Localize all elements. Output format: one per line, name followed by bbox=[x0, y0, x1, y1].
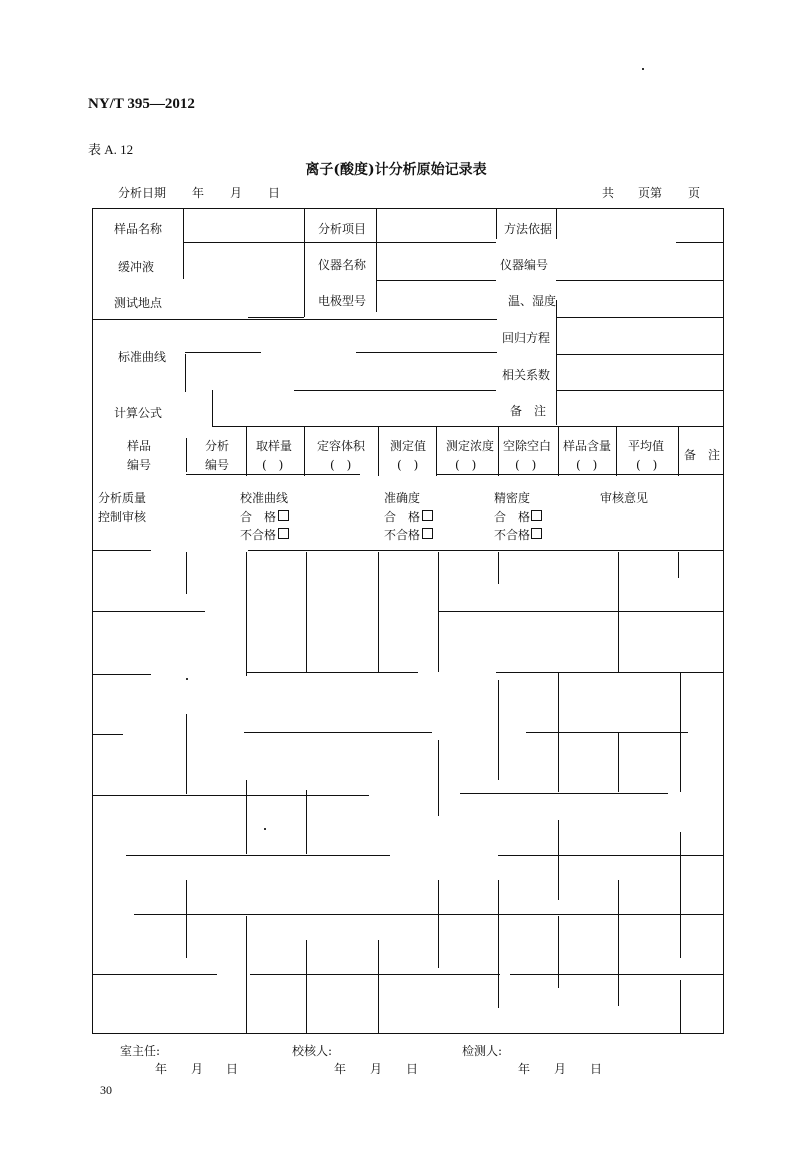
col-concentration-1: 测定浓度 bbox=[446, 439, 495, 453]
sig2-month: 月 bbox=[370, 1062, 383, 1076]
sig-tester: 检测人: bbox=[462, 1044, 503, 1058]
checkbox-accuracy-pass[interactable] bbox=[422, 510, 433, 521]
sig1-month: 月 bbox=[191, 1062, 204, 1076]
qc-label-2: 控制审核 bbox=[98, 510, 147, 524]
checkbox-precision-pass[interactable] bbox=[531, 510, 542, 521]
col-sample-amount-1: 取样量 bbox=[256, 439, 293, 453]
table-label: 表 A. 12 bbox=[88, 142, 134, 157]
label-sample-name: 样品名称 bbox=[114, 222, 163, 236]
col-measured-1: 测定值 bbox=[390, 439, 427, 453]
qc-accuracy-pass: 合 格 bbox=[384, 510, 421, 524]
checkbox-curve-pass[interactable] bbox=[278, 510, 289, 521]
label-test-location: 测试地点 bbox=[114, 296, 163, 310]
col-sample-no-1: 样品 bbox=[127, 439, 152, 453]
label-regression: 回归方程 bbox=[502, 331, 551, 345]
sig1-day: 日 bbox=[226, 1062, 239, 1076]
col-sample-no-2: 编号 bbox=[127, 458, 152, 472]
qc-review: 审核意见 bbox=[600, 491, 649, 505]
date-year: 年 bbox=[192, 186, 205, 200]
date-day: 日 bbox=[268, 186, 281, 200]
qc-accuracy-fail: 不合格 bbox=[384, 528, 421, 542]
col-blank-2: ( ) bbox=[515, 458, 537, 472]
col-volume-2: ( ) bbox=[330, 458, 352, 472]
sig-director: 室主任: bbox=[120, 1044, 161, 1058]
date-label: 分析日期 bbox=[118, 186, 167, 200]
pages-total: 共 bbox=[602, 186, 615, 200]
label-temp-humidity: 温、湿度 bbox=[508, 294, 557, 308]
col-analysis-no-2: 编号 bbox=[205, 458, 230, 472]
label-buffer: 缓冲液 bbox=[118, 260, 155, 274]
col-average-1: 平均值 bbox=[628, 439, 665, 453]
checkbox-accuracy-fail[interactable] bbox=[422, 528, 433, 539]
col-analysis-no-1: 分析 bbox=[205, 439, 230, 453]
pages-of: 页第 bbox=[638, 186, 663, 200]
label-analysis-item: 分析项目 bbox=[318, 222, 367, 236]
page-number: 30 bbox=[100, 1083, 112, 1097]
label-remarks-top: 备 注 bbox=[510, 404, 547, 418]
label-correlation: 相关系数 bbox=[502, 368, 551, 382]
label-electrode-model: 电极型号 bbox=[318, 294, 367, 308]
qc-precision: 精密度 bbox=[494, 491, 531, 505]
sig2-year: 年 bbox=[334, 1062, 347, 1076]
qc-curve-fail: 不合格 bbox=[240, 528, 277, 542]
col-content-2: ( ) bbox=[576, 458, 598, 472]
label-standard-curve: 标准曲线 bbox=[118, 350, 167, 364]
qc-label-1: 分析质量 bbox=[98, 491, 147, 505]
sig2-day: 日 bbox=[406, 1062, 419, 1076]
col-content-1: 样品含量 bbox=[563, 439, 612, 453]
qc-curve: 校准曲线 bbox=[240, 491, 289, 505]
date-month: 月 bbox=[230, 186, 243, 200]
col-remarks: 备 注 bbox=[684, 448, 721, 462]
checkbox-precision-fail[interactable] bbox=[531, 528, 542, 539]
col-volume-1: 定容体积 bbox=[317, 439, 366, 453]
col-average-2: ( ) bbox=[636, 458, 658, 472]
label-instrument-name: 仪器名称 bbox=[318, 258, 367, 272]
sig-checker: 校核人: bbox=[292, 1044, 333, 1058]
sig3-day: 日 bbox=[590, 1062, 603, 1076]
pages-page: 页 bbox=[688, 186, 701, 200]
qc-accuracy: 准确度 bbox=[384, 491, 421, 505]
sig3-month: 月 bbox=[554, 1062, 567, 1076]
sig3-year: 年 bbox=[518, 1062, 531, 1076]
col-sample-amount-2: ( ) bbox=[262, 458, 284, 472]
label-instrument-no: 仪器编号 bbox=[500, 258, 549, 272]
col-concentration-2: ( ) bbox=[455, 458, 477, 472]
col-blank-1: 空除空白 bbox=[503, 439, 552, 453]
col-measured-2: ( ) bbox=[397, 458, 419, 472]
label-formula: 计算公式 bbox=[114, 406, 163, 420]
sig1-year: 年 bbox=[155, 1062, 168, 1076]
standard-number: NY/T 395—2012 bbox=[88, 96, 195, 112]
label-method-basis: 方法依据 bbox=[504, 222, 553, 236]
checkbox-curve-fail[interactable] bbox=[278, 528, 289, 539]
qc-precision-pass: 合 格 bbox=[494, 510, 531, 524]
page-title: 离子(酸度)计分析原始记录表 bbox=[305, 162, 487, 178]
qc-curve-pass: 合 格 bbox=[240, 510, 277, 524]
qc-precision-fail: 不合格 bbox=[494, 528, 531, 542]
